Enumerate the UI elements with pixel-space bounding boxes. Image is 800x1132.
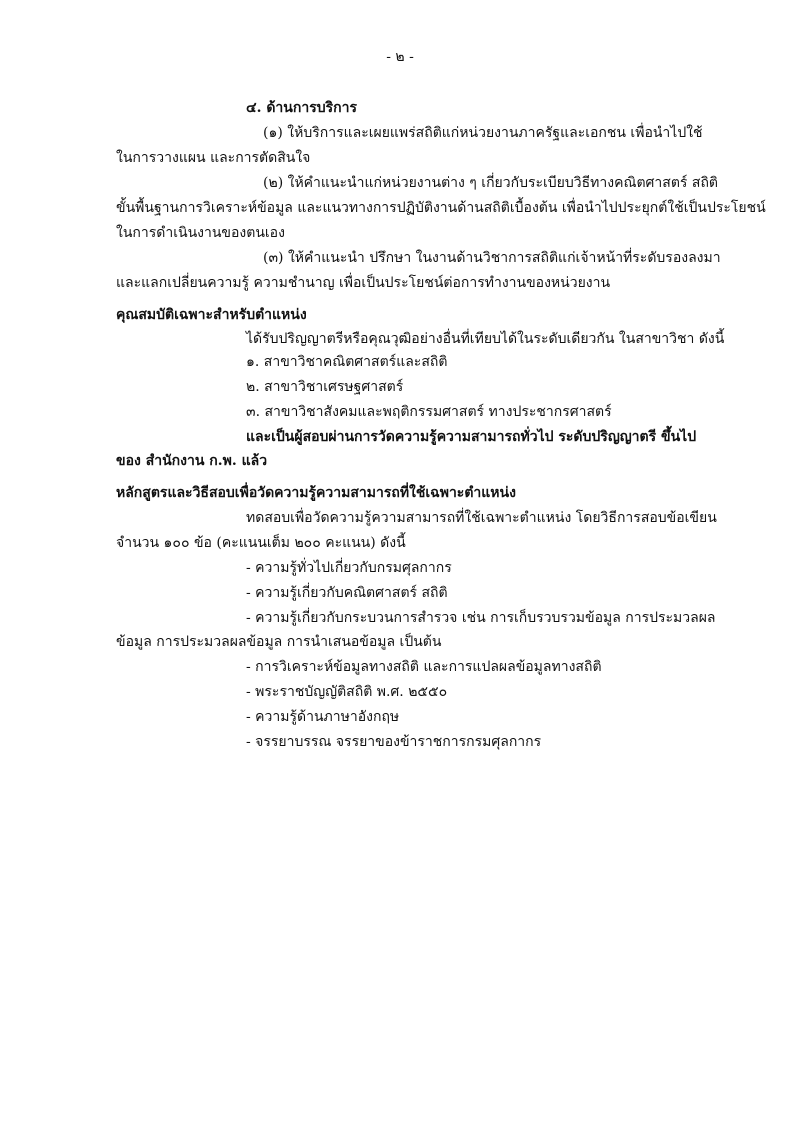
service-item-1-line-1: (๑) ให้บริการและเผยแพร่สถิติแก่หน่วยงานภาครัฐและเอกชน เพื่อนำไปใช้	[263, 125, 703, 141]
exam-topic-2: - ความรู้เกี่ยวกับคณิตศาสตร์ สถิติ	[246, 585, 448, 601]
page-number: - ๒ -	[386, 49, 414, 65]
exam-topic-3-line-1: - ความรู้เกี่ยวกับกระบวนการสำรวจ เช่น การเก็บรวบรวมข้อมูล การประมวลผล	[246, 610, 716, 626]
service-item-2-line-3: ในการดำเนินงานของตนเอง	[116, 225, 285, 241]
exam-heading: หลักสูตรและวิธีสอบเพื่อวัดความรู้ความสามารถที่ใช้เฉพาะตำแหน่ง	[116, 485, 516, 501]
exam-topic-5: - พระราชบัญญัติสถิติ พ.ศ. ๒๕๕๐	[246, 684, 448, 700]
exam-topic-6: - ความรู้ด้านภาษาอังกฤษ	[246, 709, 400, 725]
exam-intro-line-1: ทดสอบเพื่อวัดความรู้ความสามารถที่ใช้เฉพาะตำแหน่ง โดยวิธีการสอบข้อเขียน	[246, 510, 717, 526]
qualifications-heading: คุณสมบัติเฉพาะสำหรับตำแหน่ง	[116, 307, 307, 323]
qualifications-note-line-2: ของ สำนักงาน ก.พ. แล้ว	[116, 453, 268, 469]
service-item-3-line-2: และแลกเปลี่ยนความรู้ ความชำนาญ เพื่อเป็นประโยชน์ต่อการทำงานของหน่วยงาน	[116, 275, 611, 291]
exam-topic-3-line-2: ข้อมูล การประมวลผลข้อมูล การนำเสนอข้อมูล เป็นต้น	[116, 634, 442, 650]
qualification-major-1: ๑. สาขาวิชาคณิตศาสตร์และสถิติ	[246, 354, 448, 370]
section-service-heading: ๔. ด้านการบริการ	[246, 100, 357, 116]
service-item-2-line-2: ขั้นพื้นฐานการวิเคราะห์ข้อมูล และแนวทางการปฏิบัติงานด้านสถิติเบื้องต้น เพื่อนำไปประยุกต์ใช้เป็นประโยชน์	[116, 200, 766, 216]
exam-topic-4: - การวิเคราะห์ข้อมูลทางสถิติ และการแปลผลข้อมูลทางสถิติ	[246, 659, 602, 675]
qualifications-intro: ได้รับปริญญาตรีหรือคุณวุฒิอย่างอื่นที่เทียบได้ในระดับเดียวกัน ในสาขาวิชา ดังนี้	[246, 331, 725, 347]
qualification-major-3: ๓. สาขาวิชาสังคมและพฤติกรรมศาสตร์ ทางประชากรศาสตร์	[246, 404, 612, 420]
qualifications-note-line-1: และเป็นผู้สอบผ่านการวัดความรู้ความสามารถทั่วไป ระดับปริญญาตรี ขึ้นไป	[246, 429, 697, 445]
exam-topic-1: - ความรู้ทั่วไปเกี่ยวกับกรมศุลกากร	[246, 560, 452, 576]
service-item-3-line-1: (๓) ให้คำแนะนำ ปรึกษา ในงานด้านวิชาการสถิติแก่เจ้าหน้าที่ระดับรองลงมา	[263, 250, 721, 266]
service-item-2-line-1: (๒) ให้คำแนะนำแก่หน่วยงานต่าง ๆ เกี่ยวกับระเบียบวิธีทางคณิตศาสตร์ สถิติ	[263, 175, 719, 191]
qualification-major-2: ๒. สาขาวิชาเศรษฐศาสตร์	[246, 379, 404, 395]
service-item-1-line-2: ในการวางแผน และการตัดสินใจ	[116, 150, 311, 166]
exam-intro-line-2: จำนวน ๑๐๐ ข้อ (คะแนนเต็ม ๒๐๐ คะแนน) ดังนี้	[116, 535, 406, 551]
exam-topic-7: - จรรยาบรรณ จรรยาของข้าราชการกรมศุลกากร	[246, 734, 542, 750]
